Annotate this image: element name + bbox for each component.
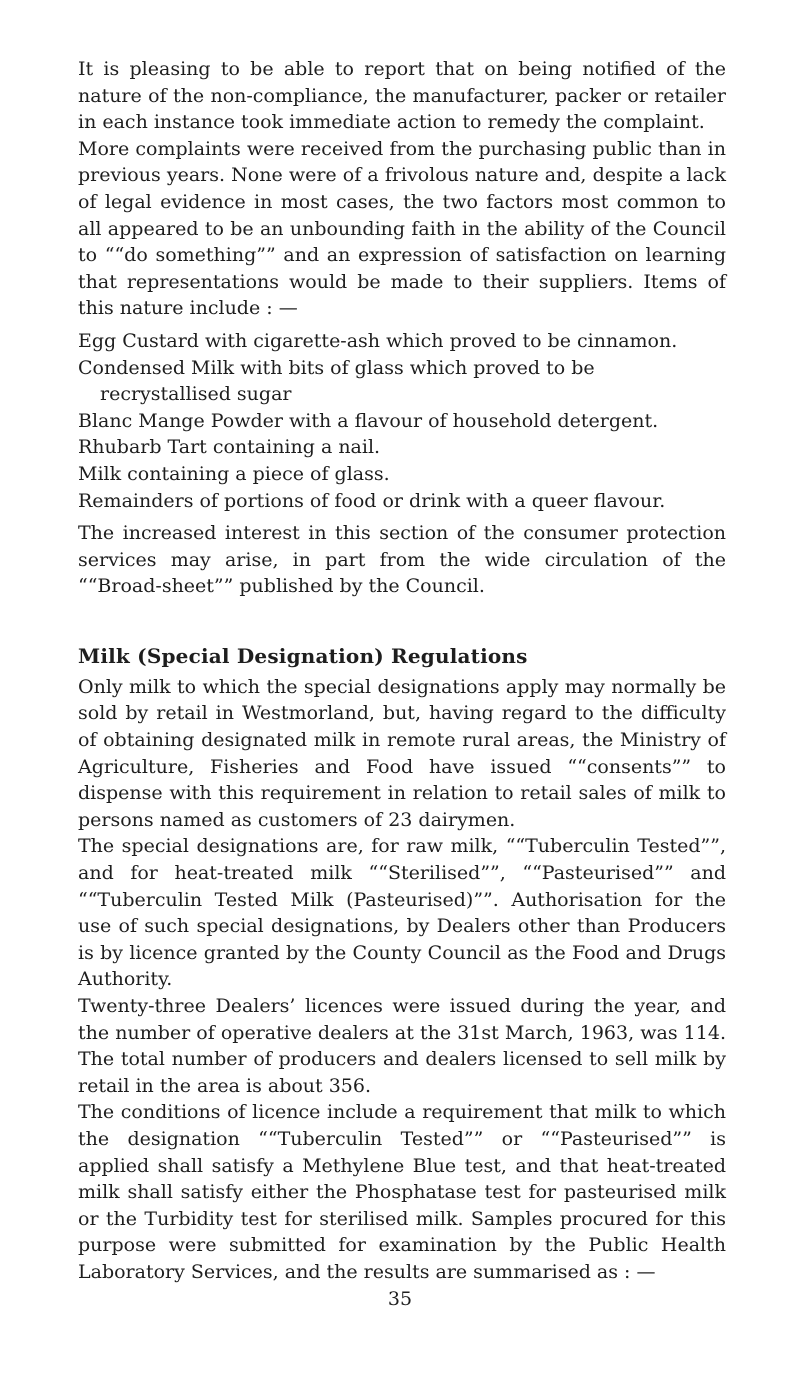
section-paragraph-3: Twenty-three Dealers’ licences were issued during the year, and the number of operative dealers at the 31st March, 1963, was 114. The total number of producers and dealers licensed to sell milk by retail in the area is about 356. bbox=[78, 995, 726, 1097]
list-item: Blanc Mange Powder with a flavour of household detergent. bbox=[78, 409, 659, 432]
intro-paragraph-1: It is pleasing to be able to report that on being notified of the nature of the non-compliance, the manufacturer, packer or retailer in each instance took immediate action to remedy the complaint. bbox=[78, 58, 726, 134]
section-heading: Milk (Special Designation) Regulations bbox=[78, 643, 528, 668]
complaint-list bbox=[78, 328, 726, 514]
list-item: Milk containing a piece of glass. bbox=[78, 462, 390, 485]
list-item: Condensed Milk with bits of glass which proved to be recrystallised sugar bbox=[78, 356, 595, 406]
section-paragraph-4: The conditions of licence include a requirement that milk to which the designation ““Tuberculin Tested”” or ““Pasteurised”” is applied shall satisfy a Methylene Blue test, and that heat-treated milk shall satisfy either the Phosphatase test for pasteurised milk or the Turbidity test for sterilised milk. Samples procured for this purpose were submitted for examination by the Public Health Laboratory Services, and the results are summarised as : — bbox=[78, 1101, 726, 1283]
intro-paragraph-2: More complaints were received from the purchasing public than in previous years. None were of a frivolous nature and, despite a lack of legal evidence in most cases, the two factors most common to all appeared to be an unbounding faith in the ability of the Council to ““do something”” and an expression of satisfaction on learning that representations would be made to their suppliers. Items of this nature include : — bbox=[78, 137, 726, 320]
section-paragraph-1: Only milk to which the special designations apply may normally be sold by retail in Westmorland, but, having regard to the difficulty of obtaining designated milk in remote rural areas, the Ministry of Agriculture, Fisheries and Food have issued ““consents”” to dispense with this requirement in relation to retail sales of milk to persons named as customers of 23 dairymen. bbox=[78, 675, 726, 831]
list-item: Egg Custard with cigarette-ash which proved to be cinnamon. bbox=[78, 329, 678, 352]
document-page bbox=[78, 56, 726, 1286]
list-item: Rhubarb Tart containing a nail. bbox=[78, 436, 381, 459]
section-paragraph-2: The special designations are, for raw milk, ““Tuberculin Tested””, and for heat-treated milk ““Sterilised””, ““Pasteurised”” and ““Tuberculin Tested Milk (Pasteurised)””. Authorisation for the use of such special designations, by Dealers other than Producers is by licence granted by the County Council as the Food and Drugs Authority. bbox=[78, 835, 726, 991]
closing-paragraph: The increased interest in this section of the consumer protection services may arise, in part from the wide circulation of the ““Broad-sheet”” published by the Council. bbox=[78, 522, 726, 598]
list-item: Remainders of portions of food or drink with a queer flavour. bbox=[78, 489, 666, 512]
page-number: 35 bbox=[387, 1288, 413, 1310]
